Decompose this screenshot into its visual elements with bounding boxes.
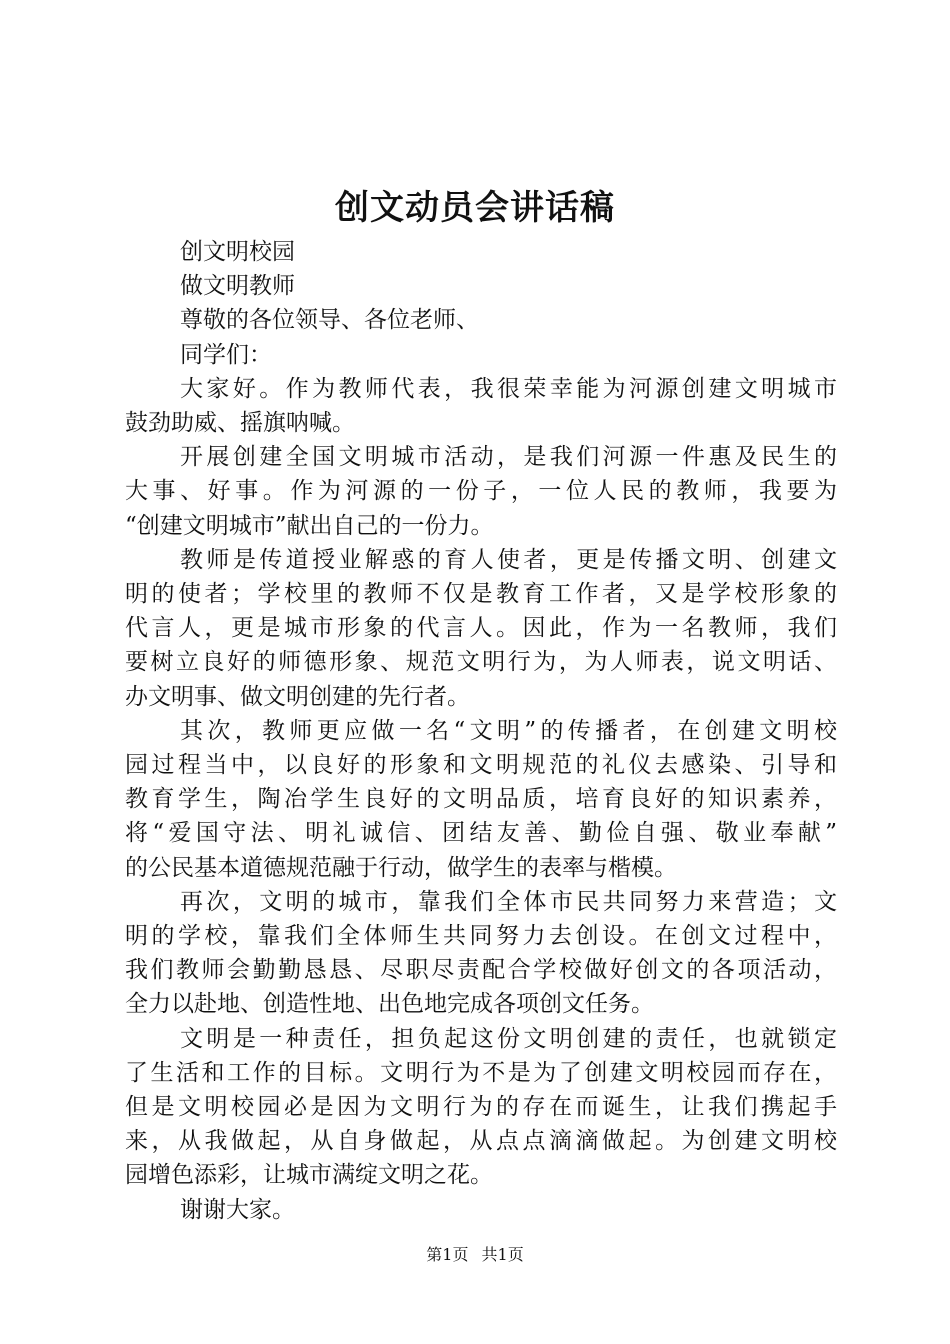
text-line: 我们教师会勤勤恳恳、尽职尽责配合学校做好创文的各项活动， (125, 957, 837, 984)
text-line: 将“爱国守法、明礼诚信、团结友善、勤俭自强、敬业奉献” (125, 820, 837, 847)
text-line: 要树立良好的师德形象、规范文明行为，为人师表，说文明话、 (125, 649, 837, 676)
text-line: 园增色添彩，让城市满绽文明之花。 (125, 1162, 493, 1189)
text-line: 鼓劲助威、摇旗呐喊。 (125, 410, 355, 437)
text-line: 大家好。作为教师代表，我很荣幸能为河源创建文明城市 (180, 375, 837, 402)
text-line: 同学们： (180, 341, 272, 368)
text-line: 创文明校园 (180, 239, 295, 265)
page-total: 共1页 (481, 1245, 524, 1264)
text-line: 教师是传道授业解惑的育人使者，更是传播文明、创建文 (180, 546, 837, 573)
text-line: 文明是一种责任，担负起这份文明创建的责任，也就锁定 (180, 1025, 837, 1052)
text-line: 再次，文明的城市，靠我们全体市民共同努力来营造；文 (180, 888, 837, 915)
text-line: 开展创建全国文明城市活动，是我们河源一件惠及民生的 (180, 444, 837, 471)
text-line: 明的学校，靠我们全体师生共同努力去创设。在创文过程中， (125, 923, 837, 950)
text-line: “创建文明城市”献出自己的一份力。 (125, 512, 494, 539)
text-line: 办文明事、做文明创建的先行者。 (125, 683, 470, 710)
text-line: 全力以赴地、创造性地、出色地完成各项创文任务。 (125, 991, 654, 1018)
text-line: 明的使者；学校里的教师不仅是教育工作者，又是学校形象的 (125, 581, 837, 608)
text-line: 的公民基本道德规范融于行动，做学生的表率与楷模。 (125, 854, 677, 881)
text-line: 但是文明校园必是因为文明行为的存在而诞生，让我们携起手 (125, 1094, 837, 1121)
text-line: 了生活和工作的目标。文明行为不是为了创建文明校园而存在， (125, 1059, 837, 1086)
document-title: 创文动员会讲话稿 (335, 188, 615, 228)
document-body (125, 235, 837, 1227)
text-line: 做文明教师 (180, 273, 295, 300)
text-line: 来，从我做起，从自身做起，从点点滴滴做起。为创建文明校 (125, 1128, 837, 1155)
text-line: 代言人，更是城市形象的代言人。因此，作为一名教师，我们 (125, 615, 837, 642)
text-line: 园过程当中，以良好的形象和文明规范的礼仪去感染、引导和 (125, 752, 837, 779)
text-line: 其次，教师更应做一名“文明”的传播者，在创建文明校 (180, 717, 837, 744)
page-footer (0, 1243, 950, 1267)
text-line: 尊敬的各位领导、各位老师、 (180, 307, 479, 334)
text-line: 大事、好事。作为河源的一份子，一位人民的教师，我要为 (125, 478, 837, 505)
text-line: 教育学生，陶冶学生良好的文明品质，培育良好的知识素养， (125, 786, 837, 813)
text-line: 谢谢大家。 (180, 1196, 295, 1223)
page-number: 第1页 (426, 1245, 469, 1264)
